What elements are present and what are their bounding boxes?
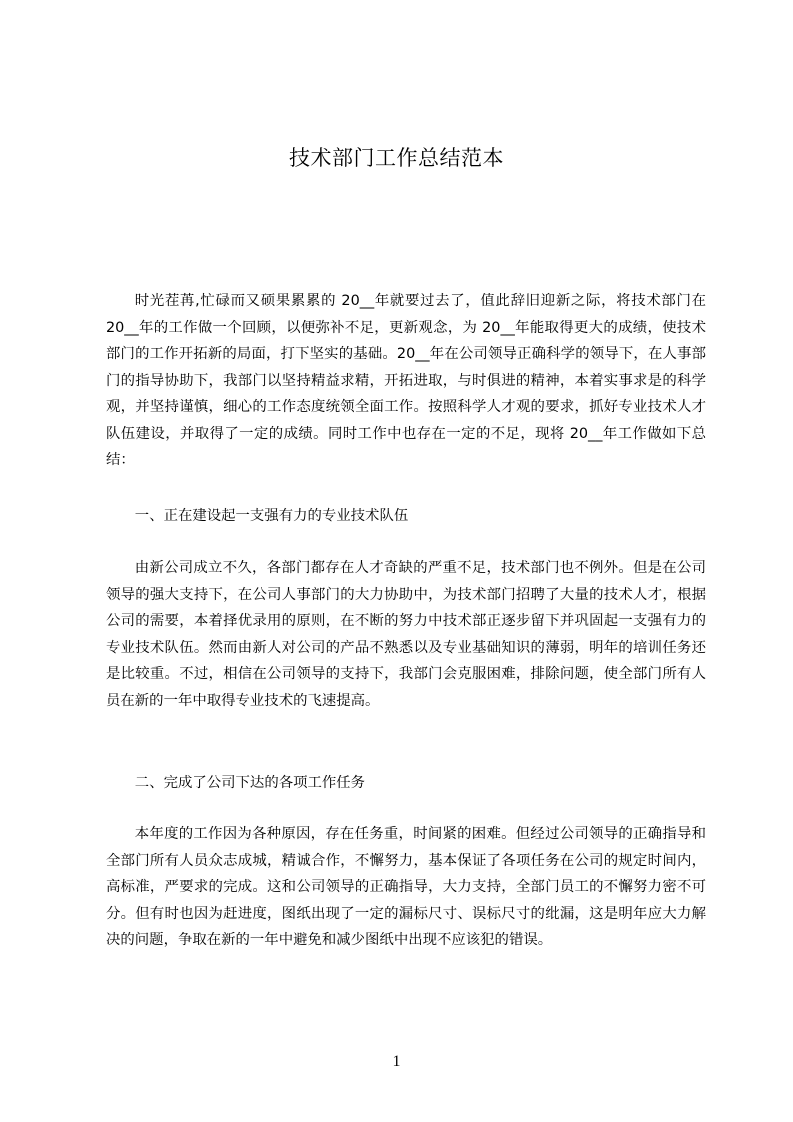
section-1-heading: 一、正在建设起一支强有力的专业技术队伍 — [134, 508, 409, 524]
section-2-heading: 二、完成了公司下达的各项工作任务 — [134, 775, 366, 791]
section-1-paragraph: 由新公司成立不久，各部门都存在人才奇缺的严重不足，技术部门也不例外。但是在公司领导的强大支持下，在公司人事部门的大力协助中，为技术部门招聘了大量的技术人才，根据公司的需要，本着择优录用的原则，在不断的努力中技术部正逐步留下并巩固起一支强有力的专业技术队伍。然而由新人对公司的产品不熟悉以及专业基础知识的薄弱，明年的培训任务还是比较重。不过，相信在公司领导的支持下，我部门会克服困难，排除问题，使全部门所有人员在新的一年中取得专业技术的飞速提高。 — [106, 560, 706, 709]
page-number: 1 — [392, 1053, 401, 1070]
document-title: 技术部门工作总结范本 — [289, 146, 504, 170]
intro-paragraph: 时光茬苒,忙碌而又硕果累累的 20__年就要过去了，值此辞旧迎新之际，将技术部门在 20__年的工作做一个回顾，以便弥补不足，更新观念，为 20__年能取得更大的成绩，使技术部门的工作开拓新的局面，打下坚实的基础。20__年在公司领导正确科学的领导下，在人事部门的指导协助下，我部门以坚持精益求精，开拓进取，与时俱进的精神，本着实事求是的科学观，并坚持谨慎，细心的工作态度统领全面工作。按照科学人才观的要求，抓好专业技术人才队伍建设，并取得了一定的成绩。同时工作中也存在一定的不足，现将 20__年工作做如下总结： — [106, 293, 706, 468]
section-2-paragraph: 本年度的工作因为各种原因，存在任务重，时间紧的困难。但经过公司领导的正确指导和全部门所有人员众志成城，精诚合作，不懈努力，基本保证了各项任务在公司的规定时间内，高标准，严要求的完成。这和公司领导的正确指导，大力支持，全部门员工的不懈努力密不可分。但有时也因为赶进度，图纸出现了一定的漏标尺寸、误标尺寸的纰漏，这是明年应大力解决的问题，争取在新的一年中避免和减少图纸中出现不应该犯的错误。 — [106, 826, 706, 948]
